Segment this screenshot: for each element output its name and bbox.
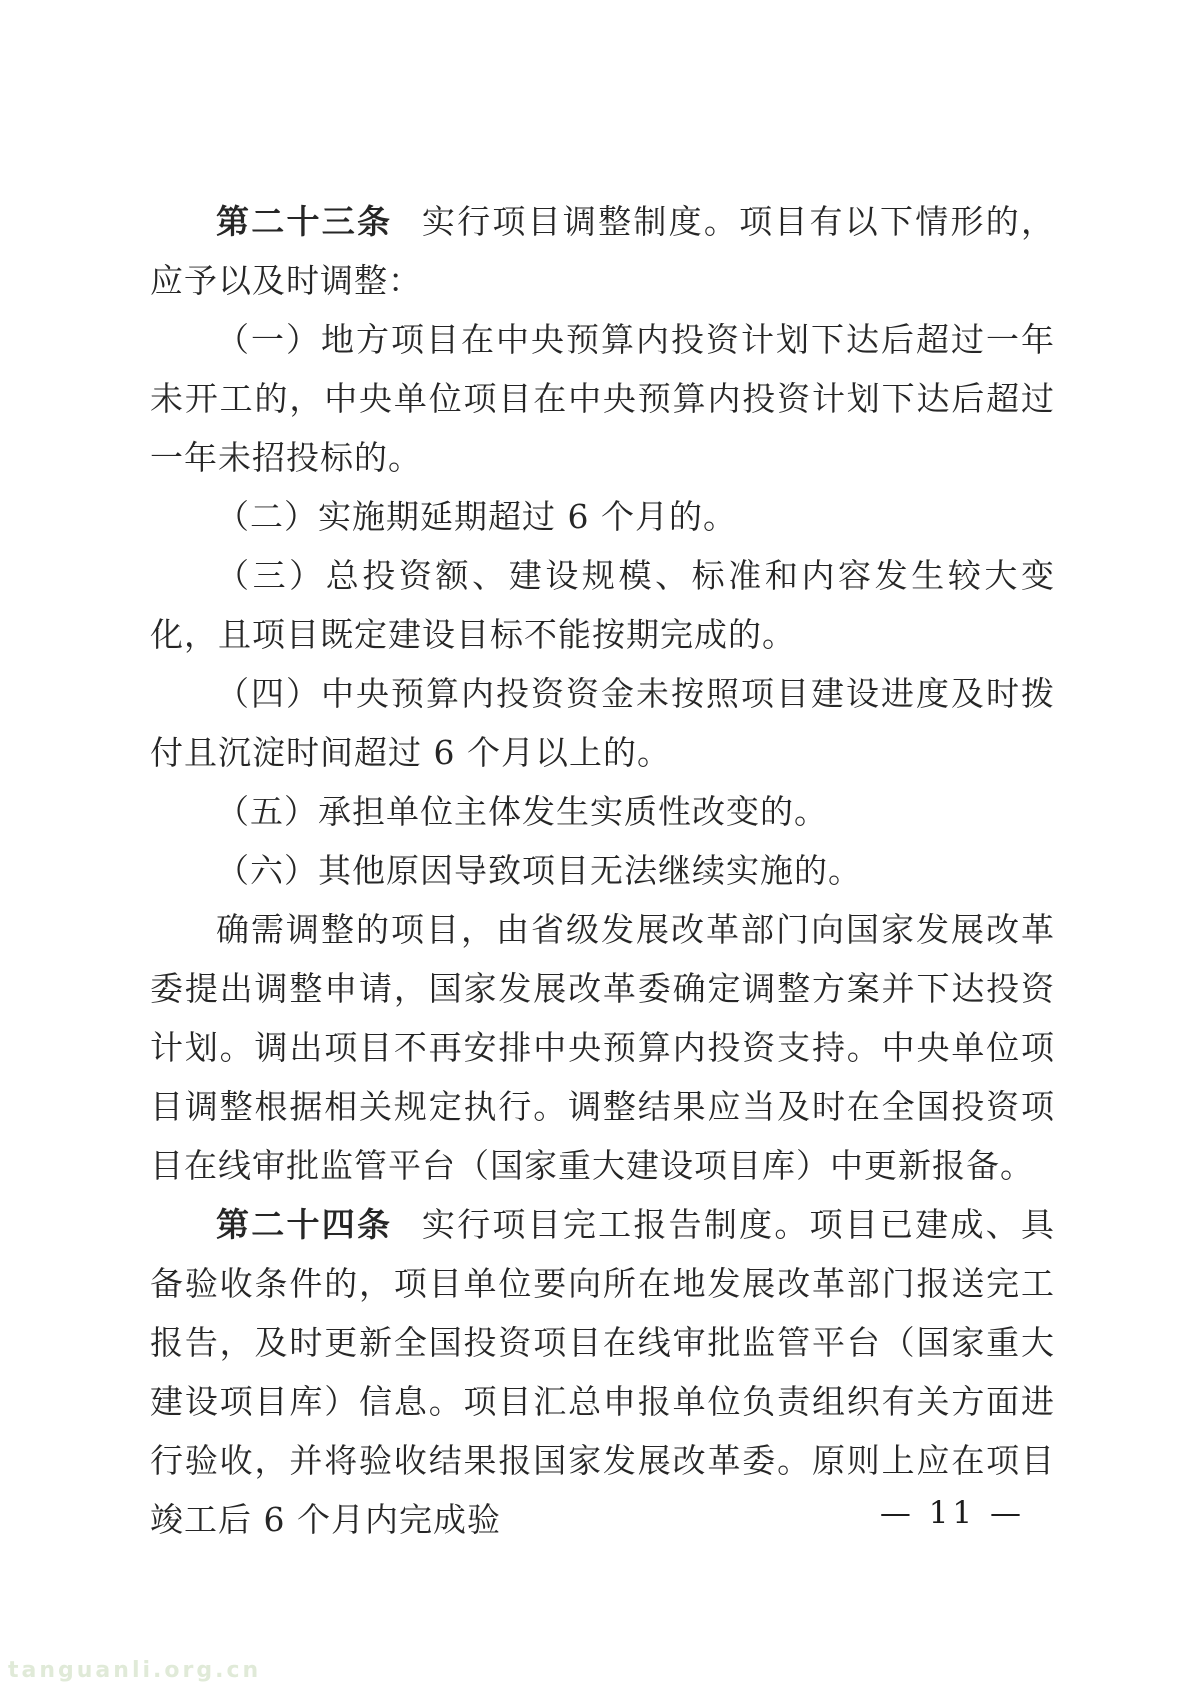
paragraph-text: 实行项目调整制度。项目有以下情形的，应予以及时调整：	[150, 202, 1056, 300]
paragraph-item-1	[150, 310, 1055, 487]
paragraph-text: （二）实施期延期超过 6 个月的。	[216, 497, 737, 536]
paragraph-text: 实行项目完工报告制度。项目已建成、具备验收条件的，项目单位要向所在地发展改革部门报送完工报告，及时更新全国投资项目在线审批监管平台（国家重大建设项目库）信息。项目汇总申报单位负责组织有关方面进行验收，并将验收结果报国家发展改革委。原则上应在项目竣工后 6 个月内完成验	[150, 1205, 1056, 1539]
paragraph-text: （一）地方项目在中央预算内投资计划下达后超过一年未开工的，中央单位项目在中央预算内投资计划下达后超过一年未招投标的。	[150, 320, 1055, 477]
article-number: 第二十三条	[216, 202, 393, 241]
paragraph-item-2	[150, 487, 1055, 546]
paragraph-text: （五）承担单位主体发生实质性改变的。	[216, 792, 828, 831]
paragraph-text: （六）其他原因导致项目无法继续实施的。	[216, 851, 862, 890]
paragraph-item-3	[150, 546, 1055, 664]
paragraph-article-23	[150, 192, 1055, 310]
watermark-text: tanguanli.org.cn	[8, 1658, 262, 1683]
paragraph-text: （四）中央预算内投资资金未按照项目建设进度及时拨付且沉淀时间超过 6 个月以上的。	[150, 674, 1055, 772]
paragraph-item-4	[150, 664, 1055, 782]
paragraph-item-5	[150, 782, 1055, 841]
paragraph-text: （三）总投资额、建设规模、标准和内容发生较大变化，且项目既定建设目标不能按期完成的。	[150, 556, 1055, 654]
document-body	[150, 192, 1055, 1549]
paragraph-item-6	[150, 841, 1055, 900]
paragraph-text: 确需调整的项目，由省级发展改革部门向国家发展改革委提出调整申请，国家发展改革委确定调整方案并下达投资计划。调出项目不再安排中央预算内投资支持。中央单位项目调整根据相关规定执行。调整结果应当及时在全国投资项目在线审批监管平台（国家重大建设项目库）中更新报备。	[150, 910, 1055, 1185]
page-number: — 11 —	[879, 1495, 1025, 1531]
paragraph-adjustment-procedure	[150, 900, 1055, 1195]
article-number: 第二十四条	[216, 1205, 393, 1244]
